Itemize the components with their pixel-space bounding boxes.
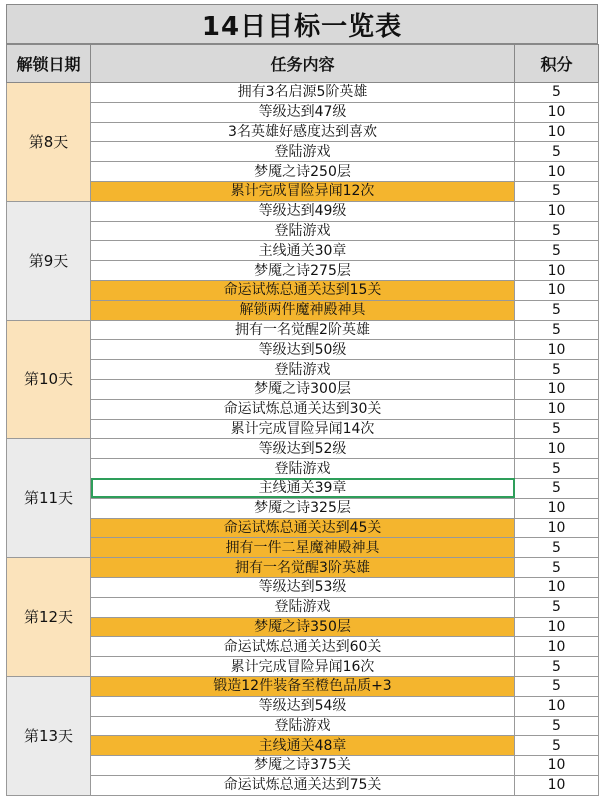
task-cell[interactable]: 登陆游戏: [91, 597, 515, 617]
points-cell[interactable]: 10: [515, 756, 599, 776]
table-row: [7, 162, 599, 182]
task-cell[interactable]: 梦魇之诗350层: [91, 617, 515, 637]
table-row: [7, 577, 599, 597]
points-cell[interactable]: 10: [515, 340, 599, 360]
sheet-title: 14日目标一览表: [6, 4, 598, 44]
header-task: 任务内容: [91, 45, 515, 83]
task-cell[interactable]: 锻造12件装备至橙色品质+3: [91, 676, 515, 696]
task-cell[interactable]: 等级达到50级: [91, 340, 515, 360]
points-cell[interactable]: 5: [515, 459, 599, 479]
task-cell[interactable]: 拥有3名启源5阶英雄: [91, 83, 515, 103]
task-cell[interactable]: 登陆游戏: [91, 459, 515, 479]
points-cell[interactable]: 5: [515, 736, 599, 756]
table-row: [7, 201, 599, 221]
points-cell[interactable]: 10: [515, 637, 599, 657]
header-points: 积分: [515, 45, 599, 83]
task-cell[interactable]: 命运试炼总通关达到60关: [91, 637, 515, 657]
task-cell[interactable]: 拥有一名觉醒2阶英雄: [91, 320, 515, 340]
table-row: [7, 538, 599, 558]
table-row: [7, 122, 599, 142]
points-cell[interactable]: 5: [515, 558, 599, 578]
task-cell[interactable]: 梦魇之诗375关: [91, 756, 515, 776]
table-row: [7, 102, 599, 122]
task-cell[interactable]: 梦魇之诗275层: [91, 261, 515, 281]
points-cell[interactable]: 5: [515, 181, 599, 201]
task-cell[interactable]: 等级达到49级: [91, 201, 515, 221]
task-cell[interactable]: 主线通关48章: [91, 736, 515, 756]
points-cell[interactable]: 10: [515, 775, 599, 795]
table-row: [7, 597, 599, 617]
table-row: [7, 756, 599, 776]
day-cell[interactable]: 第11天: [7, 439, 91, 558]
points-cell[interactable]: 5: [515, 419, 599, 439]
target-table: [6, 44, 599, 796]
task-cell[interactable]: 命运试炼总通关达到15关: [91, 280, 515, 300]
table-row: [7, 775, 599, 795]
points-cell[interactable]: 10: [515, 162, 599, 182]
points-cell[interactable]: 5: [515, 83, 599, 103]
points-cell[interactable]: 5: [515, 142, 599, 162]
task-cell[interactable]: 解锁两件魔神殿神具: [91, 300, 515, 320]
table-row: [7, 320, 599, 340]
points-cell[interactable]: 10: [515, 102, 599, 122]
table-row: [7, 439, 599, 459]
table-row: [7, 142, 599, 162]
points-cell[interactable]: 10: [515, 280, 599, 300]
task-cell[interactable]: 拥有一名觉醒3阶英雄: [91, 558, 515, 578]
task-cell[interactable]: 登陆游戏: [91, 221, 515, 241]
task-cell[interactable]: 拥有一件二星魔神殿神具: [91, 538, 515, 558]
points-cell[interactable]: 10: [515, 498, 599, 518]
points-cell[interactable]: 5: [515, 676, 599, 696]
table-row: [7, 498, 599, 518]
points-cell[interactable]: 10: [515, 399, 599, 419]
points-cell[interactable]: 5: [515, 597, 599, 617]
day-cell[interactable]: 第9天: [7, 201, 91, 320]
table-row: [7, 221, 599, 241]
task-cell[interactable]: 登陆游戏: [91, 360, 515, 380]
points-cell[interactable]: 5: [515, 360, 599, 380]
table-row: [7, 419, 599, 439]
task-cell[interactable]: 等级达到52级: [91, 439, 515, 459]
task-cell[interactable]: 登陆游戏: [91, 716, 515, 736]
table-row: [7, 518, 599, 538]
table-row: [7, 83, 599, 103]
table-row: [7, 657, 599, 677]
points-cell[interactable]: 5: [515, 478, 599, 498]
points-cell[interactable]: 5: [515, 241, 599, 261]
target-sheet: [6, 4, 598, 796]
task-cell[interactable]: 命运试炼总通关达到45关: [91, 518, 515, 538]
points-cell[interactable]: 10: [515, 261, 599, 281]
points-cell[interactable]: 5: [515, 657, 599, 677]
header-day: 解锁日期: [7, 45, 91, 83]
task-cell[interactable]: 3名英雄好感度达到喜欢: [91, 122, 515, 142]
table-row: [7, 181, 599, 201]
table-row: [7, 300, 599, 320]
table-row: [7, 261, 599, 281]
points-cell[interactable]: 5: [515, 320, 599, 340]
points-cell[interactable]: 5: [515, 538, 599, 558]
points-cell[interactable]: 5: [515, 221, 599, 241]
day-cell[interactable]: 第8天: [7, 83, 91, 202]
points-cell[interactable]: 10: [515, 577, 599, 597]
task-cell[interactable]: 等级达到54级: [91, 696, 515, 716]
task-cell[interactable]: 等级达到53级: [91, 577, 515, 597]
task-cell[interactable]: 等级达到47级: [91, 102, 515, 122]
table-row: [7, 478, 599, 498]
task-cell[interactable]: 梦魇之诗250层: [91, 162, 515, 182]
task-cell[interactable]: 梦魇之诗300层: [91, 379, 515, 399]
task-cell[interactable]: 累计完成冒险异闻14次: [91, 419, 515, 439]
table-row: [7, 340, 599, 360]
table-row: [7, 716, 599, 736]
task-cell[interactable]: 累计完成冒险异闻16次: [91, 657, 515, 677]
points-cell[interactable]: 10: [515, 122, 599, 142]
points-cell[interactable]: 10: [515, 617, 599, 637]
table-row: [7, 676, 599, 696]
points-cell[interactable]: 10: [515, 201, 599, 221]
table-row: [7, 459, 599, 479]
table-row: [7, 558, 599, 578]
table-row: [7, 399, 599, 419]
points-cell[interactable]: 5: [515, 300, 599, 320]
table-row: [7, 736, 599, 756]
table-row: [7, 637, 599, 657]
table-row: [7, 617, 599, 637]
table-row: [7, 241, 599, 261]
points-cell[interactable]: 10: [515, 518, 599, 538]
task-cell[interactable]: 主线通关30章: [91, 241, 515, 261]
table-row: [7, 360, 599, 380]
points-cell[interactable]: 10: [515, 379, 599, 399]
table-row: [7, 696, 599, 716]
task-cell[interactable]: 登陆游戏: [91, 142, 515, 162]
task-cell[interactable]: 梦魇之诗325层: [91, 498, 515, 518]
task-cell[interactable]: 累计完成冒险异闻12次: [91, 181, 515, 201]
table-row: [7, 280, 599, 300]
points-cell[interactable]: 10: [515, 439, 599, 459]
task-cell[interactable]: 命运试炼总通关达到30关: [91, 399, 515, 419]
points-cell[interactable]: 10: [515, 696, 599, 716]
header-row: [7, 45, 599, 83]
day-cell[interactable]: 第13天: [7, 676, 91, 795]
table-body: [7, 83, 599, 796]
task-cell[interactable]: 命运试炼总通关达到75关: [91, 775, 515, 795]
day-cell[interactable]: 第12天: [7, 558, 91, 677]
table-row: [7, 379, 599, 399]
day-cell[interactable]: 第10天: [7, 320, 91, 439]
task-cell-selected[interactable]: 主线通关39章: [91, 478, 515, 498]
points-cell[interactable]: 5: [515, 716, 599, 736]
